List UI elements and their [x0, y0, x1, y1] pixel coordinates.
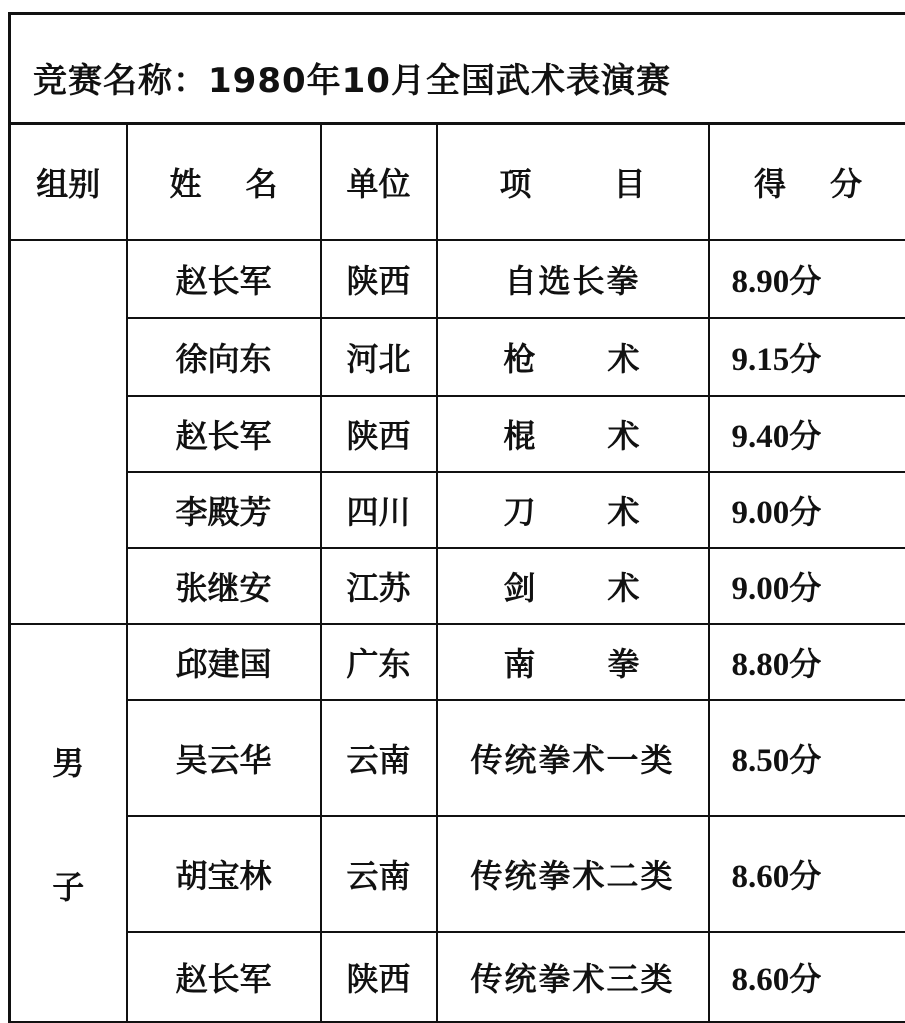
header-event-a: 项 — [499, 165, 531, 203]
athlete-unit: 陕西 — [321, 932, 437, 1022]
athlete-name: 徐向东 — [127, 318, 321, 396]
score-cell — [709, 240, 905, 318]
event-cell — [437, 240, 709, 318]
athlete-name: 胡宝林 — [127, 816, 321, 932]
score-value: 9.00 — [732, 495, 790, 531]
group-cell-blank — [10, 240, 127, 624]
event-name-suffix: 术 — [608, 493, 642, 531]
event-name: 传统拳术二类 — [470, 857, 674, 895]
event-name: 剑 — [503, 569, 537, 607]
table-row — [10, 240, 905, 318]
score-unit: 分 — [789, 741, 821, 779]
score-unit: 分 — [789, 569, 821, 607]
athlete-unit: 江苏 — [321, 548, 437, 624]
event-cell — [437, 396, 709, 472]
table-row — [10, 318, 905, 396]
athlete-name: 吴云华 — [127, 700, 321, 816]
score-cell — [709, 932, 905, 1022]
athlete-name: 赵长军 — [127, 932, 321, 1022]
table-row — [10, 548, 905, 624]
event-name: 传统拳术一类 — [470, 741, 674, 779]
event-name-suffix: 拳 — [608, 645, 642, 683]
athlete-name: 李殿芳 — [127, 472, 321, 548]
header-name-b: 名 — [246, 165, 278, 203]
score-cell — [709, 816, 905, 932]
event-cell — [437, 700, 709, 816]
score-unit: 分 — [789, 960, 821, 998]
score-value: 8.50 — [732, 743, 790, 779]
group-label — [52, 738, 84, 908]
athlete-unit: 云南 — [321, 816, 437, 932]
score-unit: 分 — [789, 645, 821, 683]
athlete-name: 赵长军 — [127, 240, 321, 318]
group-cell-male — [10, 624, 127, 1022]
score-unit: 分 — [789, 262, 821, 300]
athlete-unit: 河北 — [321, 318, 437, 396]
athlete-name: 邱建国 — [127, 624, 321, 700]
score-unit: 分 — [789, 417, 821, 455]
score-table — [8, 122, 905, 1023]
score-value: 8.90 — [732, 264, 790, 300]
header-unit: 单位 — [321, 124, 437, 241]
score-cell — [709, 700, 905, 816]
competition-title: 竞赛名称：1980年10月全国武术表演赛 — [33, 53, 671, 102]
score-unit: 分 — [789, 493, 821, 531]
score-cell — [709, 624, 905, 700]
title-row — [8, 12, 905, 122]
score-value: 8.80 — [732, 647, 790, 683]
score-cell — [709, 548, 905, 624]
header-name — [127, 124, 321, 241]
header-event-b: 目 — [614, 165, 646, 203]
athlete-name: 赵长军 — [127, 396, 321, 472]
event-name: 自选长拳 — [504, 262, 640, 300]
event-name: 棍 — [503, 417, 537, 455]
score-value: 8.60 — [732, 859, 790, 895]
athlete-unit: 四川 — [321, 472, 437, 548]
event-name-suffix: 术 — [608, 340, 642, 378]
event-cell — [437, 548, 709, 624]
event-name: 传统拳术三类 — [470, 960, 674, 998]
score-value: 9.15 — [732, 342, 790, 378]
group-male-char-1: 男 — [52, 738, 84, 784]
event-name: 南 — [503, 645, 537, 683]
table-row — [10, 624, 905, 700]
score-cell — [709, 472, 905, 548]
event-cell — [437, 318, 709, 396]
event-name: 刀 — [503, 493, 537, 531]
header-event — [437, 124, 709, 241]
header-score-b: 分 — [830, 165, 862, 203]
header-score — [709, 124, 905, 241]
header-score-a: 得 — [754, 165, 786, 203]
table-row — [10, 816, 905, 932]
table-row — [10, 932, 905, 1022]
athlete-unit: 广东 — [321, 624, 437, 700]
header-row — [10, 124, 905, 241]
athlete-name: 张继安 — [127, 548, 321, 624]
event-cell — [437, 816, 709, 932]
group-male-char-2: 子 — [52, 862, 84, 908]
score-cell — [709, 396, 905, 472]
event-name: 枪 — [503, 340, 537, 378]
athlete-unit: 陕西 — [321, 396, 437, 472]
table-row — [10, 472, 905, 548]
event-cell — [437, 932, 709, 1022]
event-cell — [437, 472, 709, 548]
score-value: 9.00 — [732, 571, 790, 607]
score-value: 9.40 — [732, 419, 790, 455]
event-cell — [437, 624, 709, 700]
athlete-unit: 云南 — [321, 700, 437, 816]
score-unit: 分 — [789, 857, 821, 895]
score-value: 8.60 — [732, 962, 790, 998]
table-row — [10, 700, 905, 816]
header-group: 组别 — [10, 124, 127, 241]
score-body — [10, 240, 905, 1022]
score-cell — [709, 318, 905, 396]
table-row — [10, 396, 905, 472]
event-name-suffix: 术 — [608, 569, 642, 607]
event-name-suffix: 术 — [608, 417, 642, 455]
header-name-a: 姓 — [169, 165, 201, 203]
athlete-unit: 陕西 — [321, 240, 437, 318]
score-unit: 分 — [789, 340, 821, 378]
